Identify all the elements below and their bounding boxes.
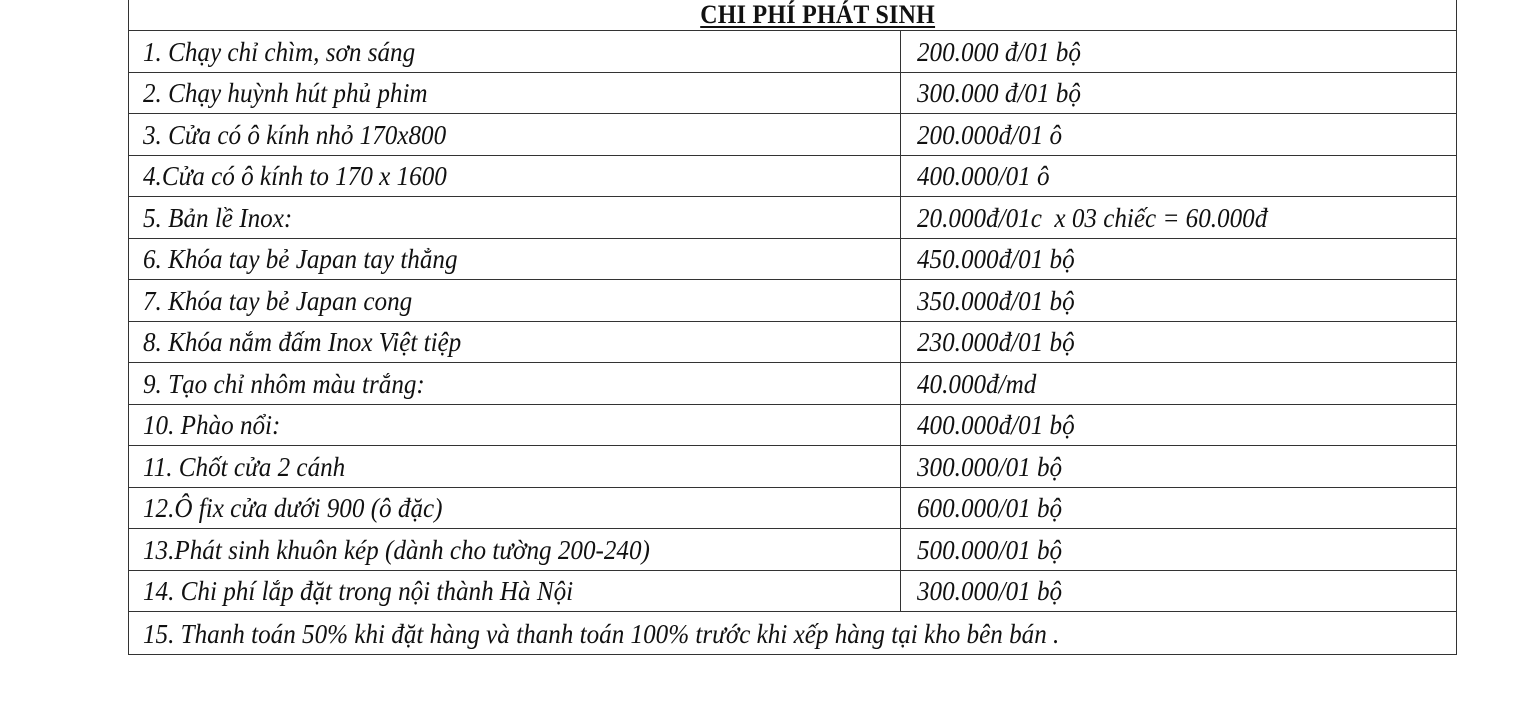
price-cell: [901, 405, 1456, 446]
item-label: 5. Bản lề Inox:: [143, 202, 293, 233]
title-row: [129, 0, 1456, 31]
cost-table: [128, 0, 1457, 655]
item-label: 8. Khóa nắm đấm Inox Việt tiệp: [143, 327, 462, 357]
page-title: CHI PHÍ PHÁT SINH: [700, 0, 935, 29]
item-label: 11. Chốt cửa 2 cánh: [143, 451, 346, 482]
item-label: 9. Tạo chỉ nhôm màu trắng:: [143, 368, 425, 399]
item-cell: [129, 446, 901, 487]
price-value: 20.000đ/01c x 03 chiếc = 60.000đ: [917, 202, 1268, 233]
price-cell: [901, 363, 1456, 404]
item-cell: [129, 529, 901, 570]
table-row: [129, 322, 1456, 364]
item-label: 10. Phào nổi:: [143, 410, 281, 440]
price-value: 400.000đ/01 bộ: [917, 410, 1075, 440]
table-row: [129, 73, 1456, 115]
item-cell: [129, 197, 901, 238]
item-label: 7. Khóa tay bẻ Japan cong: [143, 285, 413, 316]
price-cell: [901, 31, 1456, 72]
price-value: 350.000đ/01 bộ: [917, 285, 1075, 316]
item-cell: [129, 31, 901, 72]
table-row: [129, 280, 1456, 322]
item-label: 1. Chạy chỉ chìm, sơn sáng: [143, 36, 416, 67]
table-row: [129, 114, 1456, 156]
price-value: 400.000/01 ô: [917, 161, 1050, 191]
price-value: 300.000/01 bộ: [917, 451, 1063, 482]
table-row: [129, 197, 1456, 239]
item-label: 6. Khóa tay bẻ Japan tay thẳng: [143, 244, 458, 274]
price-value: 600.000/01 bộ: [917, 493, 1063, 523]
price-value: 200.000 đ/01 bộ: [917, 36, 1081, 67]
item-cell: [129, 571, 901, 612]
item-label: 12.Ô fix cửa dưới 900 (ô đặc): [143, 493, 443, 523]
item-cell: [129, 363, 901, 404]
price-cell: [901, 156, 1456, 197]
item-cell: [129, 239, 901, 280]
item-cell: [129, 322, 901, 363]
price-value: 200.000đ/01 ô: [917, 119, 1063, 150]
price-value: 40.000đ/md: [917, 368, 1037, 399]
price-cell: [901, 197, 1456, 238]
price-cell: [901, 280, 1456, 321]
item-cell: [129, 488, 901, 529]
price-cell: [901, 73, 1456, 114]
item-label: 13.Phát sinh khuôn kép (dành cho tường 200-240): [143, 534, 650, 565]
item-cell: [129, 280, 901, 321]
price-value: 300.000/01 bộ: [917, 576, 1063, 606]
item-label: 3. Cửa có ô kính nhỏ 170x800: [143, 119, 447, 150]
item-cell: [129, 73, 901, 114]
footer-note-row: [129, 612, 1456, 654]
table-row: [129, 156, 1456, 198]
item-label: 4.Cửa có ô kính to 170 x 1600: [143, 161, 447, 191]
item-label: 2. Chạy huỳnh hút phủ phim: [143, 78, 428, 108]
item-cell: [129, 405, 901, 446]
price-cell: [901, 488, 1456, 529]
table-row: [129, 31, 1456, 73]
table-row: [129, 488, 1456, 530]
price-value: 230.000đ/01 bộ: [917, 327, 1075, 357]
price-cell: [901, 571, 1456, 612]
table-row: [129, 446, 1456, 488]
price-cell: [901, 322, 1456, 363]
price-cell: [901, 114, 1456, 155]
item-label: 14. Chi phí lắp đặt trong nội thành Hà Nội: [143, 576, 574, 606]
price-cell: [901, 239, 1456, 280]
item-cell: [129, 156, 901, 197]
payment-terms-note: [129, 612, 1456, 654]
table-row: [129, 363, 1456, 405]
price-value: 500.000/01 bộ: [917, 534, 1063, 565]
price-cell: [901, 446, 1456, 487]
table-row: [129, 571, 1456, 613]
table-row: [129, 239, 1456, 281]
table-row: [129, 529, 1456, 571]
price-cell: [901, 529, 1456, 570]
price-value: 450.000đ/01 bộ: [917, 244, 1075, 274]
item-cell: [129, 114, 901, 155]
table-row: [129, 405, 1456, 447]
price-value: 300.000 đ/01 bộ: [917, 78, 1081, 108]
payment-terms-text: 15. Thanh toán 50% khi đặt hàng và thanh toán 100% trước khi xếp hàng tại kho bên bán .: [143, 618, 1060, 649]
